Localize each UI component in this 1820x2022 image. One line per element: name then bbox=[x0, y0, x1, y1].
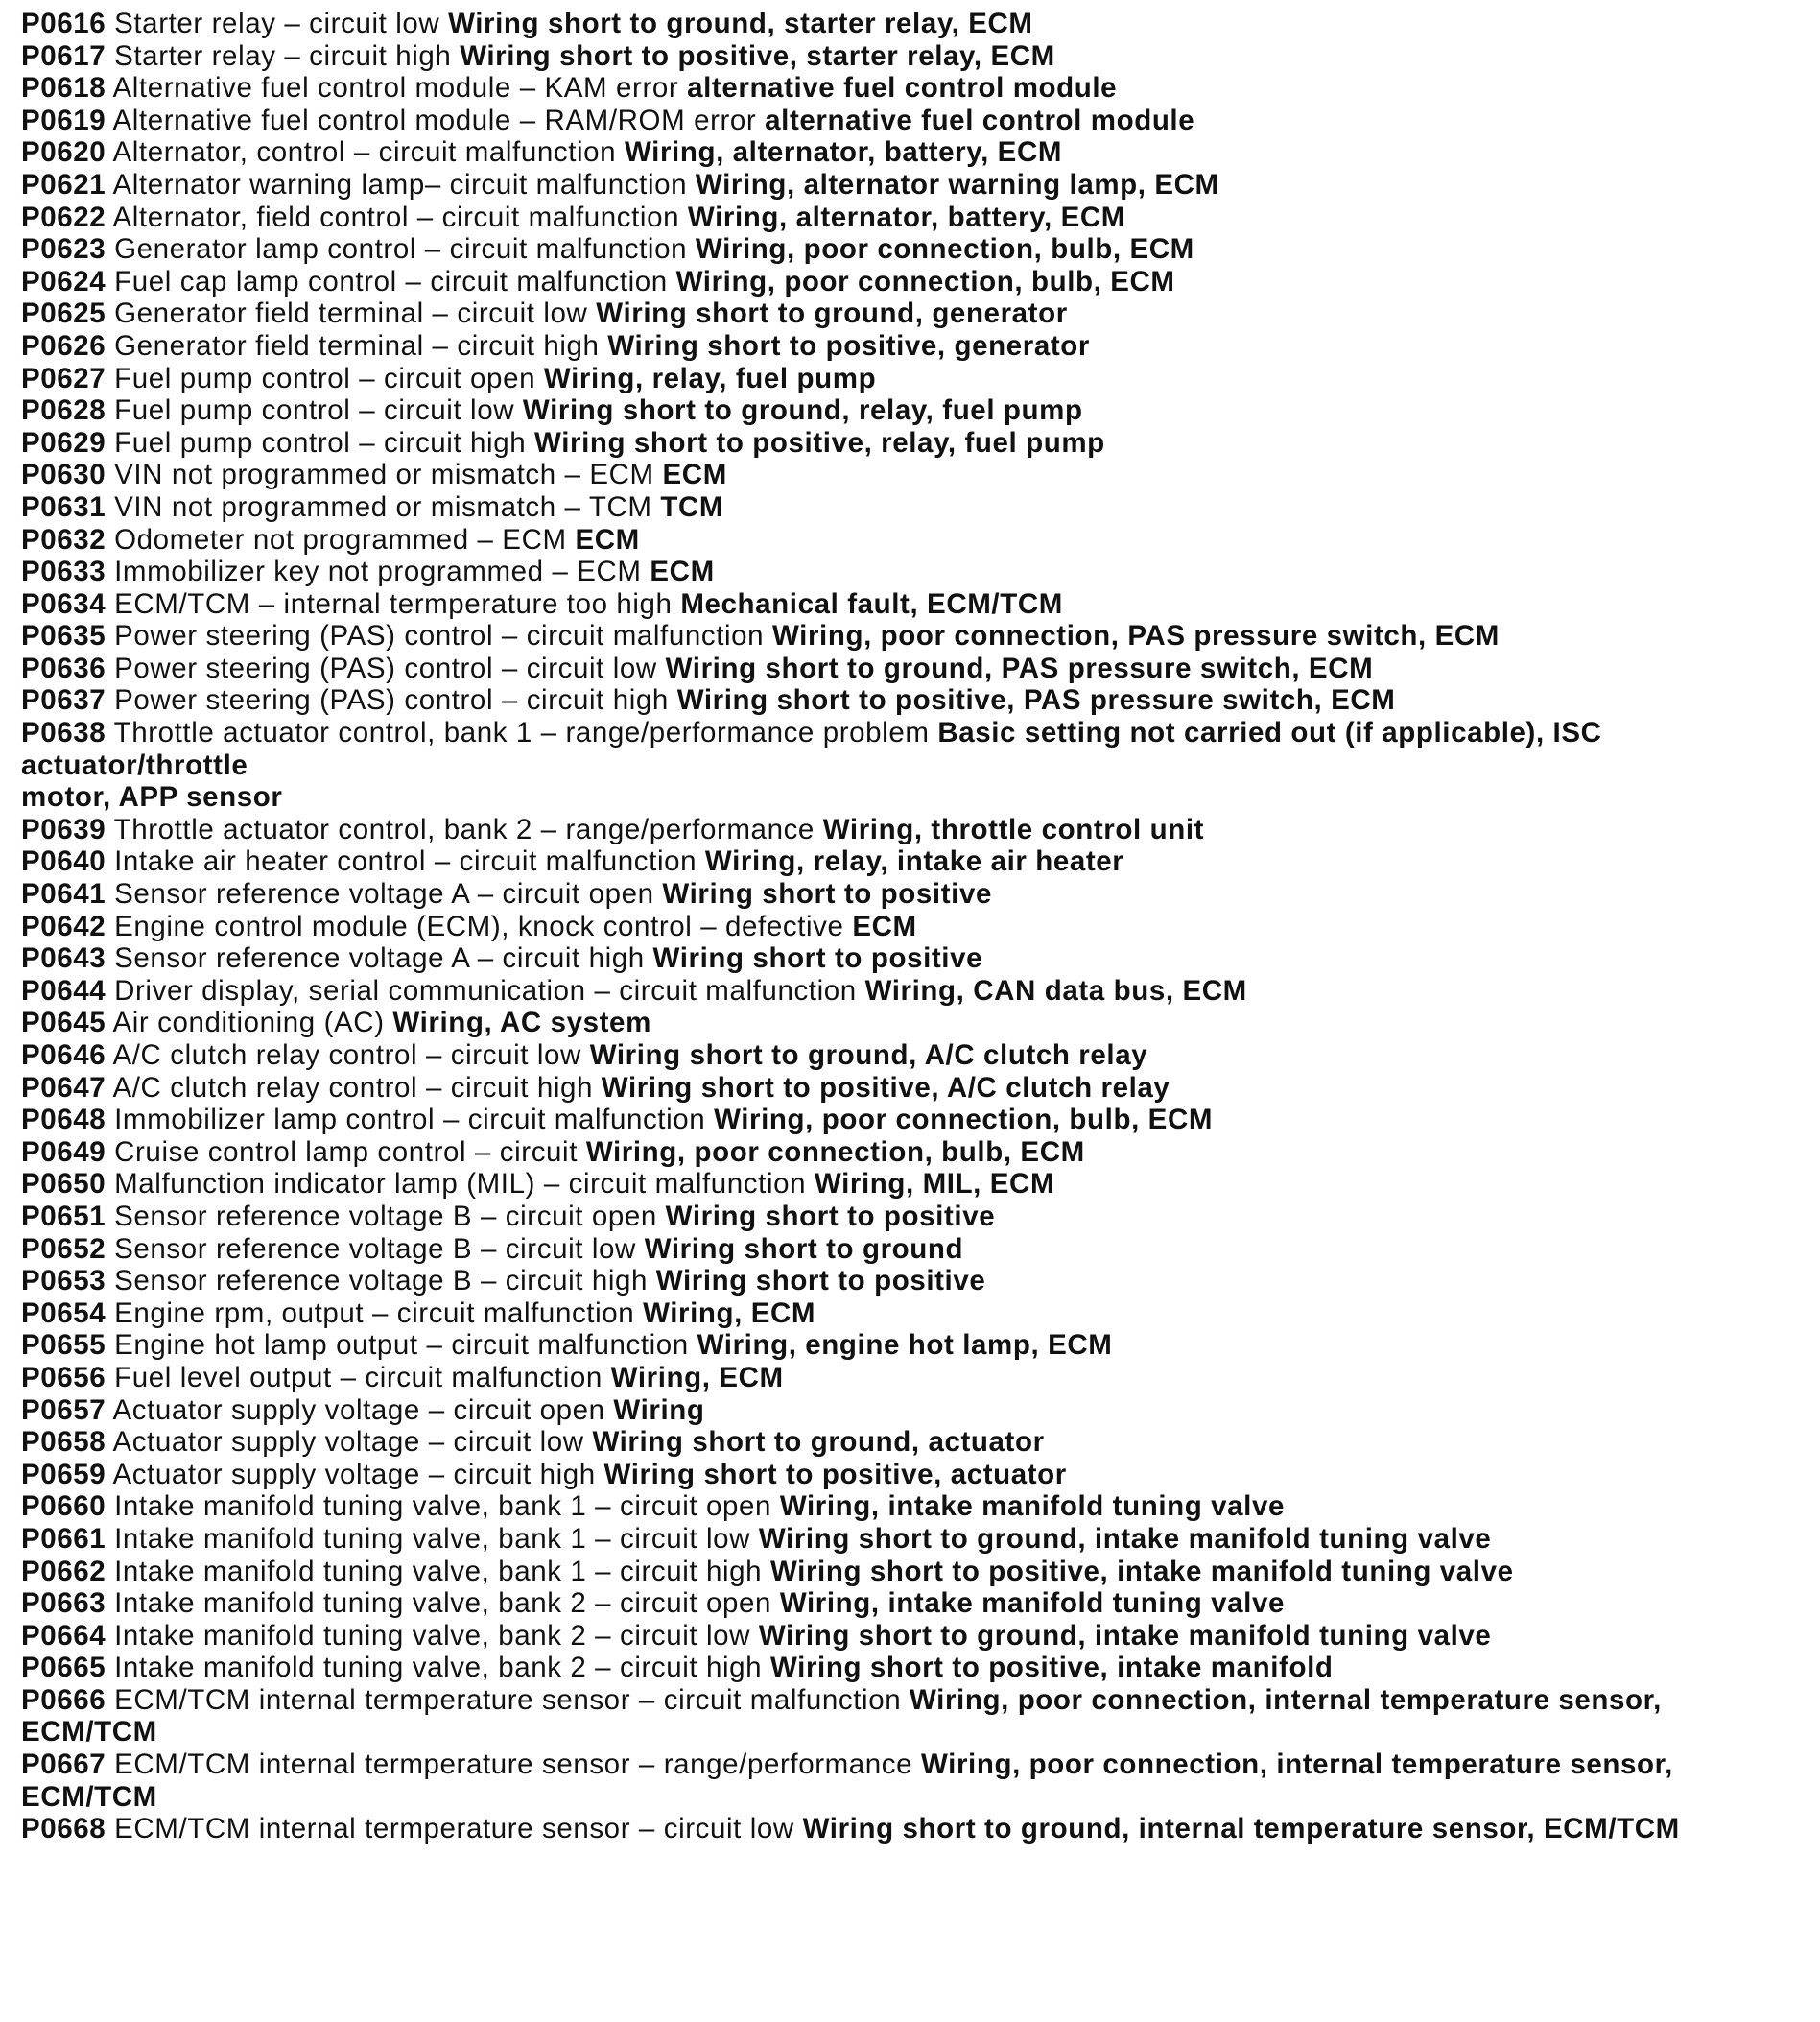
dtc-entry bbox=[21, 1265, 1777, 1297]
dtc-code: P0660 bbox=[21, 1490, 106, 1523]
dtc-description: Starter relay – circuit low bbox=[114, 8, 440, 39]
dtc-entry bbox=[21, 202, 1777, 234]
dtc-possible-cause: Wiring short to ground bbox=[644, 1232, 964, 1265]
dtc-entry bbox=[21, 620, 1777, 653]
dtc-code: P0661 bbox=[21, 1522, 106, 1555]
dtc-description: Intake manifold tuning valve, bank 1 – circuit high bbox=[114, 1555, 763, 1587]
dtc-code: P0622 bbox=[21, 201, 106, 233]
dtc-possible-cause-continued: motor, APP sensor bbox=[21, 781, 283, 814]
dtc-possible-cause: Wiring, ECM bbox=[610, 1361, 784, 1393]
dtc-description: Intake manifold tuning valve, bank 2 – circuit high bbox=[114, 1652, 763, 1684]
dtc-entry bbox=[21, 363, 1777, 395]
dtc-possible-cause: Wiring, engine hot lamp, ECM bbox=[697, 1329, 1113, 1362]
dtc-description: Sensor reference voltage B – circuit open bbox=[114, 1200, 657, 1232]
dtc-code: P0629 bbox=[21, 426, 106, 459]
dtc-code: P0641 bbox=[21, 878, 106, 911]
dtc-possible-cause: Wiring short to ground, intake manifold tuning valve bbox=[758, 1522, 1492, 1555]
dtc-code: P0668 bbox=[21, 1813, 106, 1845]
dtc-code: P0634 bbox=[21, 587, 106, 620]
dtc-possible-cause: TCM bbox=[660, 490, 724, 523]
dtc-description: Sensor reference voltage B – circuit high bbox=[114, 1265, 648, 1297]
dtc-entry bbox=[21, 588, 1777, 621]
dtc-possible-cause: Wiring, poor connection, bulb, ECM bbox=[585, 1135, 1085, 1168]
dtc-possible-cause: Wiring, poor connection, bulb, ECM bbox=[714, 1104, 1214, 1136]
dtc-entry bbox=[21, 1748, 1777, 1813]
dtc-code: P0645 bbox=[21, 1007, 106, 1039]
dtc-entry bbox=[21, 72, 1777, 105]
dtc-possible-cause: Wiring short to positive, A/C clutch relay bbox=[601, 1071, 1170, 1104]
dtc-entry bbox=[21, 427, 1777, 460]
dtc-description: Power steering (PAS) control – circuit malfunction bbox=[114, 620, 765, 653]
dtc-description: Odometer not programmed – ECM bbox=[114, 523, 567, 556]
dtc-description: Alternative fuel control module – KAM error bbox=[112, 72, 679, 105]
dtc-code: P0663 bbox=[21, 1587, 106, 1620]
dtc-entry bbox=[21, 1362, 1777, 1394]
dtc-entry bbox=[21, 105, 1777, 137]
dtc-entry bbox=[21, 459, 1777, 491]
dtc-possible-cause: Wiring short to positive, actuator bbox=[603, 1458, 1067, 1490]
dtc-entry bbox=[21, 814, 1777, 846]
dtc-possible-cause: Wiring short to ground, intake manifold tuning valve bbox=[758, 1619, 1492, 1652]
dtc-code: P0647 bbox=[21, 1071, 106, 1104]
dtc-entry bbox=[21, 1684, 1777, 1748]
dtc-description: ECM/TCM internal termperature sensor – circuit malfunction bbox=[114, 1683, 902, 1716]
dtc-possible-cause: Wiring, relay, fuel pump bbox=[543, 362, 877, 394]
dtc-description: ECM/TCM internal termperature sensor – circuit low bbox=[114, 1813, 794, 1845]
dtc-code: P0617 bbox=[21, 39, 106, 72]
dtc-entry bbox=[21, 136, 1777, 169]
dtc-entry bbox=[21, 1072, 1777, 1105]
dtc-description: Engine rpm, output – circuit malfunction bbox=[114, 1296, 635, 1329]
dtc-description: Fuel pump control – circuit low bbox=[114, 394, 515, 427]
dtc-entry bbox=[21, 8, 1777, 40]
dtc-entry bbox=[21, 297, 1777, 330]
dtc-description: Alternator, control – circuit malfunction bbox=[112, 136, 617, 169]
dtc-possible-cause: Wiring short to ground, starter relay, ECM bbox=[448, 8, 1033, 39]
dtc-code: P0627 bbox=[21, 362, 106, 394]
dtc-possible-cause: Wiring short to ground, generator bbox=[596, 297, 1068, 330]
dtc-description: Fuel pump control – circuit open bbox=[114, 362, 536, 394]
dtc-possible-cause: ECM bbox=[575, 523, 640, 556]
dtc-code: P0648 bbox=[21, 1104, 106, 1136]
dtc-possible-cause: Wiring, alternator, battery, ECM bbox=[624, 136, 1063, 169]
dtc-possible-cause: Basic setting not carried out (if applicable), ISC actuator/throttle bbox=[21, 717, 1602, 781]
dtc-code: P0625 bbox=[21, 297, 106, 330]
dtc-entry bbox=[21, 878, 1777, 911]
dtc-description: Actuator supply voltage – circuit high bbox=[112, 1458, 596, 1490]
dtc-description: Power steering (PAS) control – circuit high bbox=[114, 684, 669, 717]
dtc-possible-cause: Wiring short to positive, intake manifold tuning valve bbox=[769, 1555, 1514, 1587]
dtc-description: Sensor reference voltage A – circuit high bbox=[114, 942, 645, 975]
dtc-description: Generator lamp control – circuit malfunction bbox=[114, 233, 688, 266]
dtc-code: P0644 bbox=[21, 974, 106, 1007]
dtc-possible-cause: Wiring, alternator, battery, ECM bbox=[687, 201, 1125, 233]
dtc-entry bbox=[21, 975, 1777, 1008]
dtc-possible-cause: alternative fuel control module bbox=[765, 104, 1195, 136]
dtc-description: Intake manifold tuning valve, bank 1 – circuit low bbox=[114, 1522, 751, 1555]
dtc-entry bbox=[21, 1039, 1777, 1072]
dtc-code: P0656 bbox=[21, 1361, 106, 1393]
dtc-possible-cause: Wiring short to ground, internal temperature sensor, ECM/TCM bbox=[802, 1813, 1680, 1845]
dtc-description: Generator field terminal – circuit high bbox=[114, 329, 600, 362]
dtc-description: Starter relay – circuit high bbox=[114, 39, 452, 72]
dtc-description: Throttle actuator control, bank 2 – range/performance bbox=[113, 813, 815, 845]
dtc-description: Throttle actuator control, bank 1 – range/performance problem bbox=[113, 717, 930, 749]
dtc-code: P0633 bbox=[21, 556, 106, 588]
dtc-description: VIN not programmed or mismatch – TCM bbox=[114, 490, 652, 523]
dtc-possible-cause: Wiring, relay, intake air heater bbox=[704, 845, 1124, 878]
dtc-code: P0659 bbox=[21, 1458, 106, 1490]
dtc-description: Actuator supply voltage – circuit low bbox=[112, 1426, 584, 1459]
dtc-possible-cause: Wiring, poor connection, PAS pressure switch, ECM bbox=[771, 620, 1500, 653]
dtc-possible-cause: ECM bbox=[650, 556, 715, 588]
dtc-entry bbox=[21, 1426, 1777, 1459]
dtc-possible-cause: Mechanical fault, ECM/TCM bbox=[680, 587, 1063, 620]
dtc-possible-cause: Wiring, ECM bbox=[643, 1296, 816, 1329]
dtc-code: P0662 bbox=[21, 1555, 106, 1587]
dtc-possible-cause: Wiring short to ground, PAS pressure switch, ECM bbox=[665, 652, 1374, 684]
dtc-description: Generator field terminal – circuit low bbox=[114, 297, 588, 330]
dtc-possible-cause: Wiring short to positive, intake manifold bbox=[769, 1652, 1334, 1684]
dtc-code: P0654 bbox=[21, 1296, 106, 1329]
dtc-code: P0664 bbox=[21, 1619, 106, 1652]
dtc-entry bbox=[21, 684, 1777, 717]
dtc-code: P0640 bbox=[21, 845, 106, 878]
dtc-code: P0635 bbox=[21, 620, 106, 653]
dtc-possible-cause: Wiring, alternator warning lamp, ECM bbox=[695, 168, 1219, 201]
dtc-entry bbox=[21, 1652, 1777, 1684]
dtc-possible-cause: Wiring short to positive, starter relay, ECM bbox=[460, 39, 1055, 72]
dtc-possible-cause: Wiring, MIL, ECM bbox=[814, 1168, 1055, 1201]
dtc-entry bbox=[21, 1104, 1777, 1136]
dtc-code: P0652 bbox=[21, 1232, 106, 1265]
dtc-entry bbox=[21, 1329, 1777, 1362]
dtc-description: Intake air heater control – circuit malfunction bbox=[114, 845, 697, 878]
dtc-description: Sensor reference voltage A – circuit open bbox=[114, 878, 654, 911]
dtc-entry bbox=[21, 1394, 1777, 1427]
dtc-possible-cause: Wiring short to ground, A/C clutch relay bbox=[589, 1039, 1148, 1071]
dtc-description: Actuator supply voltage – circuit open bbox=[112, 1393, 605, 1426]
dtc-possible-cause: Wiring short to positive bbox=[652, 942, 983, 975]
dtc-code: P0667 bbox=[21, 1748, 106, 1781]
dtc-possible-cause: Wiring, poor connection, internal temperature sensor, ECM/TCM bbox=[21, 1748, 1673, 1813]
dtc-entry bbox=[21, 1523, 1777, 1556]
dtc-possible-cause: Wiring short to positive, relay, fuel pump bbox=[534, 426, 1105, 459]
dtc-code: P0658 bbox=[21, 1426, 106, 1459]
dtc-code: P0618 bbox=[21, 72, 106, 105]
dtc-entry bbox=[21, 1490, 1777, 1523]
dtc-description: A/C clutch relay control – circuit high bbox=[112, 1071, 593, 1104]
dtc-possible-cause: Wiring short to positive, PAS pressure switch, ECM bbox=[676, 684, 1396, 717]
dtc-entry bbox=[21, 717, 1777, 814]
dtc-code: P0620 bbox=[21, 136, 106, 169]
dtc-code: P0655 bbox=[21, 1329, 106, 1362]
dtc-entry bbox=[21, 911, 1777, 943]
dtc-code: P0666 bbox=[21, 1683, 106, 1716]
dtc-code: P0619 bbox=[21, 104, 106, 136]
dtc-possible-cause: Wiring short to ground, relay, fuel pump bbox=[522, 394, 1083, 427]
dtc-description: Alternator, field control – circuit malfunction bbox=[112, 201, 680, 233]
dtc-description: A/C clutch relay control – circuit low bbox=[112, 1039, 581, 1071]
dtc-possible-cause: Wiring short to positive bbox=[655, 1265, 986, 1297]
dtc-code: P0651 bbox=[21, 1200, 106, 1232]
dtc-description: ECM/TCM – internal termperature too high bbox=[114, 587, 673, 620]
dtc-description: Immobilizer lamp control – circuit malfunction bbox=[114, 1104, 706, 1136]
dtc-entry bbox=[21, 556, 1777, 588]
dtc-code: P0657 bbox=[21, 1393, 106, 1426]
dtc-entry bbox=[21, 1587, 1777, 1620]
dtc-possible-cause: Wiring short to ground, actuator bbox=[592, 1426, 1045, 1459]
dtc-entry bbox=[21, 233, 1777, 266]
dtc-description: Malfunction indicator lamp (MIL) – circuit malfunction bbox=[114, 1168, 807, 1201]
dtc-description: Sensor reference voltage B – circuit low bbox=[114, 1232, 636, 1265]
dtc-code: P0646 bbox=[21, 1039, 106, 1071]
dtc-code: P0628 bbox=[21, 394, 106, 427]
dtc-entry bbox=[21, 1813, 1777, 1845]
dtc-entry bbox=[21, 524, 1777, 557]
dtc-entry bbox=[21, 1459, 1777, 1491]
dtc-code-list bbox=[21, 8, 1777, 1845]
dtc-entry bbox=[21, 845, 1777, 878]
dtc-code: P0630 bbox=[21, 459, 106, 491]
dtc-description: Alternative fuel control module – RAM/ROM error bbox=[112, 104, 757, 136]
dtc-entry bbox=[21, 1233, 1777, 1266]
dtc-entry bbox=[21, 330, 1777, 363]
dtc-entry bbox=[21, 653, 1777, 685]
dtc-code: P0631 bbox=[21, 490, 106, 523]
dtc-description: Fuel level output – circuit malfunction bbox=[114, 1361, 603, 1393]
dtc-entry bbox=[21, 942, 1777, 975]
dtc-possible-cause: Wiring, intake manifold tuning valve bbox=[779, 1587, 1285, 1620]
dtc-possible-cause: Wiring short to positive, generator bbox=[607, 329, 1090, 362]
dtc-code: P0643 bbox=[21, 942, 106, 975]
dtc-description: Fuel cap lamp control – circuit malfunction bbox=[114, 265, 668, 297]
dtc-description: Intake manifold tuning valve, bank 2 – circuit open bbox=[114, 1587, 772, 1620]
dtc-description: Fuel pump control – circuit high bbox=[114, 426, 527, 459]
dtc-code: P0665 bbox=[21, 1652, 106, 1684]
dtc-description: Engine hot lamp output – circuit malfunction bbox=[114, 1329, 689, 1362]
dtc-code: P0636 bbox=[21, 652, 106, 684]
dtc-possible-cause: Wiring, throttle control unit bbox=[822, 813, 1205, 845]
dtc-possible-cause: Wiring, poor connection, internal temperature sensor, ECM/TCM bbox=[21, 1683, 1662, 1748]
dtc-description: Power steering (PAS) control – circuit low bbox=[114, 652, 657, 684]
dtc-code: P0621 bbox=[21, 168, 106, 201]
dtc-description: Intake manifold tuning valve, bank 1 – circuit open bbox=[114, 1490, 772, 1523]
dtc-possible-cause: ECM bbox=[662, 459, 727, 491]
dtc-entry bbox=[21, 40, 1777, 73]
dtc-entry bbox=[21, 169, 1777, 202]
dtc-code: P0639 bbox=[21, 813, 106, 845]
dtc-description: Air conditioning (AC) bbox=[112, 1007, 385, 1039]
dtc-possible-cause: alternative fuel control module bbox=[687, 72, 1118, 105]
dtc-entry bbox=[21, 1556, 1777, 1588]
dtc-description: ECM/TCM internal termperature sensor – range/performance bbox=[114, 1748, 913, 1781]
dtc-code: P0623 bbox=[21, 233, 106, 266]
dtc-entry bbox=[21, 1007, 1777, 1039]
dtc-description: Immobilizer key not programmed – ECM bbox=[114, 556, 642, 588]
dtc-entry bbox=[21, 1136, 1777, 1169]
dtc-code: P0637 bbox=[21, 684, 106, 717]
dtc-possible-cause: Wiring, intake manifold tuning valve bbox=[779, 1490, 1285, 1523]
dtc-description: Cruise control lamp control – circuit bbox=[114, 1135, 579, 1168]
dtc-possible-cause: Wiring, CAN data bus, ECM bbox=[864, 974, 1247, 1007]
dtc-code: P0653 bbox=[21, 1265, 106, 1297]
dtc-possible-cause: Wiring short to positive bbox=[662, 878, 992, 911]
dtc-entry bbox=[21, 266, 1777, 298]
dtc-code: P0616 bbox=[21, 8, 106, 39]
dtc-entry bbox=[21, 1201, 1777, 1233]
dtc-description: Alternator warning lamp– circuit malfunction bbox=[112, 168, 688, 201]
dtc-code: P0642 bbox=[21, 910, 106, 942]
dtc-entry bbox=[21, 1620, 1777, 1653]
dtc-description: Engine control module (ECM), knock control – defective bbox=[114, 910, 844, 942]
dtc-description: Driver display, serial communication – circuit malfunction bbox=[114, 974, 857, 1007]
dtc-code: P0649 bbox=[21, 1135, 106, 1168]
dtc-entry bbox=[21, 491, 1777, 524]
dtc-possible-cause: Wiring, AC system bbox=[392, 1007, 651, 1039]
dtc-description: VIN not programmed or mismatch – ECM bbox=[114, 459, 654, 491]
dtc-description: Intake manifold tuning valve, bank 2 – circuit low bbox=[114, 1619, 751, 1652]
dtc-code: P0632 bbox=[21, 523, 106, 556]
dtc-entry bbox=[21, 1297, 1777, 1330]
dtc-possible-cause: ECM bbox=[852, 910, 917, 942]
dtc-code: P0638 bbox=[21, 717, 106, 749]
dtc-possible-cause: Wiring bbox=[613, 1393, 705, 1426]
dtc-possible-cause: Wiring, poor connection, bulb, ECM bbox=[675, 265, 1175, 297]
dtc-entry bbox=[21, 394, 1777, 427]
dtc-possible-cause: Wiring short to positive bbox=[665, 1200, 996, 1232]
dtc-possible-cause: Wiring, poor connection, bulb, ECM bbox=[695, 233, 1194, 266]
dtc-code: P0650 bbox=[21, 1168, 106, 1201]
dtc-code: P0626 bbox=[21, 329, 106, 362]
dtc-entry bbox=[21, 1168, 1777, 1201]
dtc-code: P0624 bbox=[21, 265, 106, 297]
